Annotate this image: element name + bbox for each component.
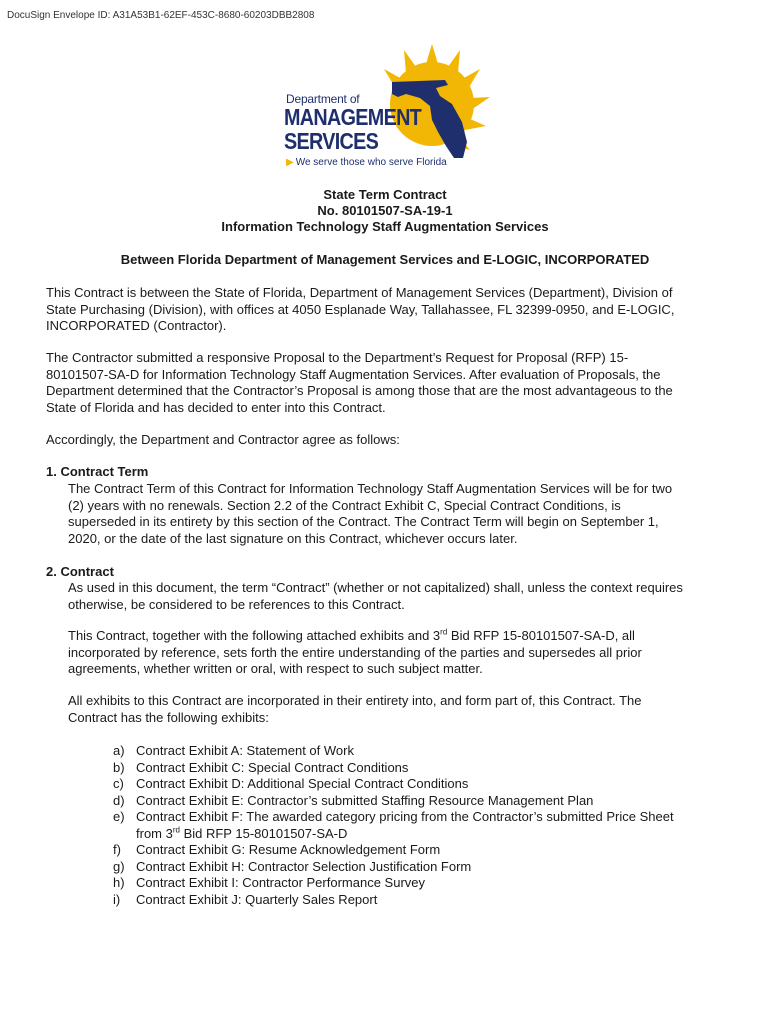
all-exhibits-line: All exhibits to this Contract are incorporated in their entirety into, and form part of, this Contract. The bbox=[68, 693, 642, 708]
section-1-heading: 1. Contract Term bbox=[46, 464, 149, 479]
together-text-b: Bid RFP 15-80101507-SA-D, all bbox=[447, 628, 635, 643]
submitted-line: The Contractor submitted a responsive Proposal to the Department’s Request for Proposal (RFP) 15- bbox=[46, 350, 629, 365]
exhibit-label: a) bbox=[113, 743, 125, 758]
together-line: agreements, whether written or oral, with respect to such subject matter. bbox=[68, 661, 483, 676]
section-1-line: (2) years with no renewals. Section 2.2 of the Contract Exhibit C, Special Contract Conditions, is bbox=[68, 497, 621, 513]
exhibit-text: Contract Exhibit D: Additional Special Contract Conditions bbox=[136, 776, 469, 791]
exhibit-label: d) bbox=[113, 792, 125, 808]
intro-line: This Contract is between the State of Florida, Department of Management Services (Department), Division of bbox=[46, 285, 673, 300]
submitted-line: State of Florida and has decided to enter into this Contract. bbox=[46, 399, 386, 415]
section-2-line: As used in this document, the term “Contract” (whether or not capitalized) shall, unless the context requires bbox=[68, 580, 683, 595]
exhibit-label: f) bbox=[113, 842, 121, 857]
together-text-a: This Contract, together with the following attached exhibits and 3 bbox=[68, 628, 441, 643]
exhibit-label: b) bbox=[113, 759, 125, 775]
exhibit-text: Contract Exhibit H: Contractor Selection Justification Form bbox=[136, 858, 472, 874]
exhibit-text: Contract Exhibit J: Quarterly Sales Report bbox=[136, 891, 378, 907]
accordingly-text: Accordingly, the Department and Contractor agree as follows: bbox=[46, 432, 400, 447]
exhibit-text: Contract Exhibit C: Special Contract Conditions bbox=[136, 759, 409, 775]
dms-logo bbox=[280, 42, 495, 177]
docusign-envelope-id: DocuSign Envelope ID: A31A53B1-62EF-453C-8680-60203DBB2808 bbox=[7, 10, 315, 21]
contract-subject: Information Technology Staff Augmentation Services bbox=[221, 219, 549, 234]
exhibit-label: h) bbox=[113, 875, 125, 890]
play-triangle-icon: ▶ bbox=[286, 157, 294, 168]
exhibit-text-a: from 3 bbox=[136, 825, 173, 841]
exhibit-label: c) bbox=[113, 776, 124, 791]
exhibit-text: Contract Exhibit I: Contractor Performance Survey bbox=[136, 875, 426, 890]
submitted-line: 80101507-SA-D for Information Technology Staff Augmentation Services. After evaluation of Proposals, the bbox=[46, 366, 661, 382]
section-2-line: otherwise, be considered to be references to this Contract. bbox=[68, 596, 405, 612]
exhibit-label: e) bbox=[113, 809, 125, 824]
together-line: incorporated by reference, sets forth the entire understanding of the parties and supersedes all prior bbox=[68, 644, 642, 660]
section-1-line: The Contract Term of this Contract for Information Technology Staff Augmentation Services will be for two bbox=[68, 481, 673, 496]
together-line bbox=[68, 628, 635, 645]
section-1-line: superseded in its entirety by this section of the Contract. The Contract Term will begin on September 1, bbox=[68, 514, 659, 529]
section-1-line: 2020, or the date of the last signature on this Contract, whichever occurs later. bbox=[68, 530, 518, 546]
section-2-heading: 2. Contract bbox=[46, 564, 114, 579]
logo-line-services: SERVICES bbox=[284, 128, 379, 154]
exhibit-text: Contract Exhibit A: Statement of Work bbox=[136, 743, 354, 758]
exhibit-text: Contract Exhibit F: The awarded category pricing from the Contractor’s submitted Price Sheet bbox=[136, 809, 674, 824]
exhibit-text-b: Bid RFP 15-80101507-SA-D bbox=[179, 825, 348, 841]
exhibit-text: Contract Exhibit G: Resume Acknowledgement Form bbox=[136, 842, 441, 857]
logo-line-department: Department of bbox=[286, 92, 360, 106]
intro-line: INCORPORATED (Contractor). bbox=[46, 318, 227, 333]
exhibit-text bbox=[136, 826, 347, 843]
exhibit-label: g) bbox=[113, 858, 125, 874]
submitted-line: Department determined that the Contractor’s Proposal is among those that are the most advantageous to the bbox=[46, 383, 673, 398]
exhibit-label: i) bbox=[113, 891, 121, 907]
all-exhibits-line: Contract has the following exhibits: bbox=[68, 709, 269, 725]
tagline-text: We serve those who serve Florida bbox=[295, 157, 447, 168]
exhibit-text: Contract Exhibit E: Contractor’s submitted Staffing Resource Management Plan bbox=[136, 792, 594, 808]
intro-line: State Purchasing (Division), with offices at 4050 Esplanade Way, Tallahassee, FL 32399-0950, and E-LOGIC, bbox=[46, 301, 675, 317]
logo-line-management: MANAGEMENT bbox=[284, 104, 422, 130]
contract-number: No. 80101507-SA-19-1 bbox=[317, 203, 453, 218]
logo-tagline bbox=[286, 157, 447, 168]
contract-title: State Term Contract bbox=[323, 187, 447, 202]
exhibit-sup: rd bbox=[172, 825, 180, 835]
together-sup: rd bbox=[440, 627, 448, 637]
contract-parties: Between Florida Department of Management Services and E-LOGIC, INCORPORATED bbox=[120, 252, 650, 267]
